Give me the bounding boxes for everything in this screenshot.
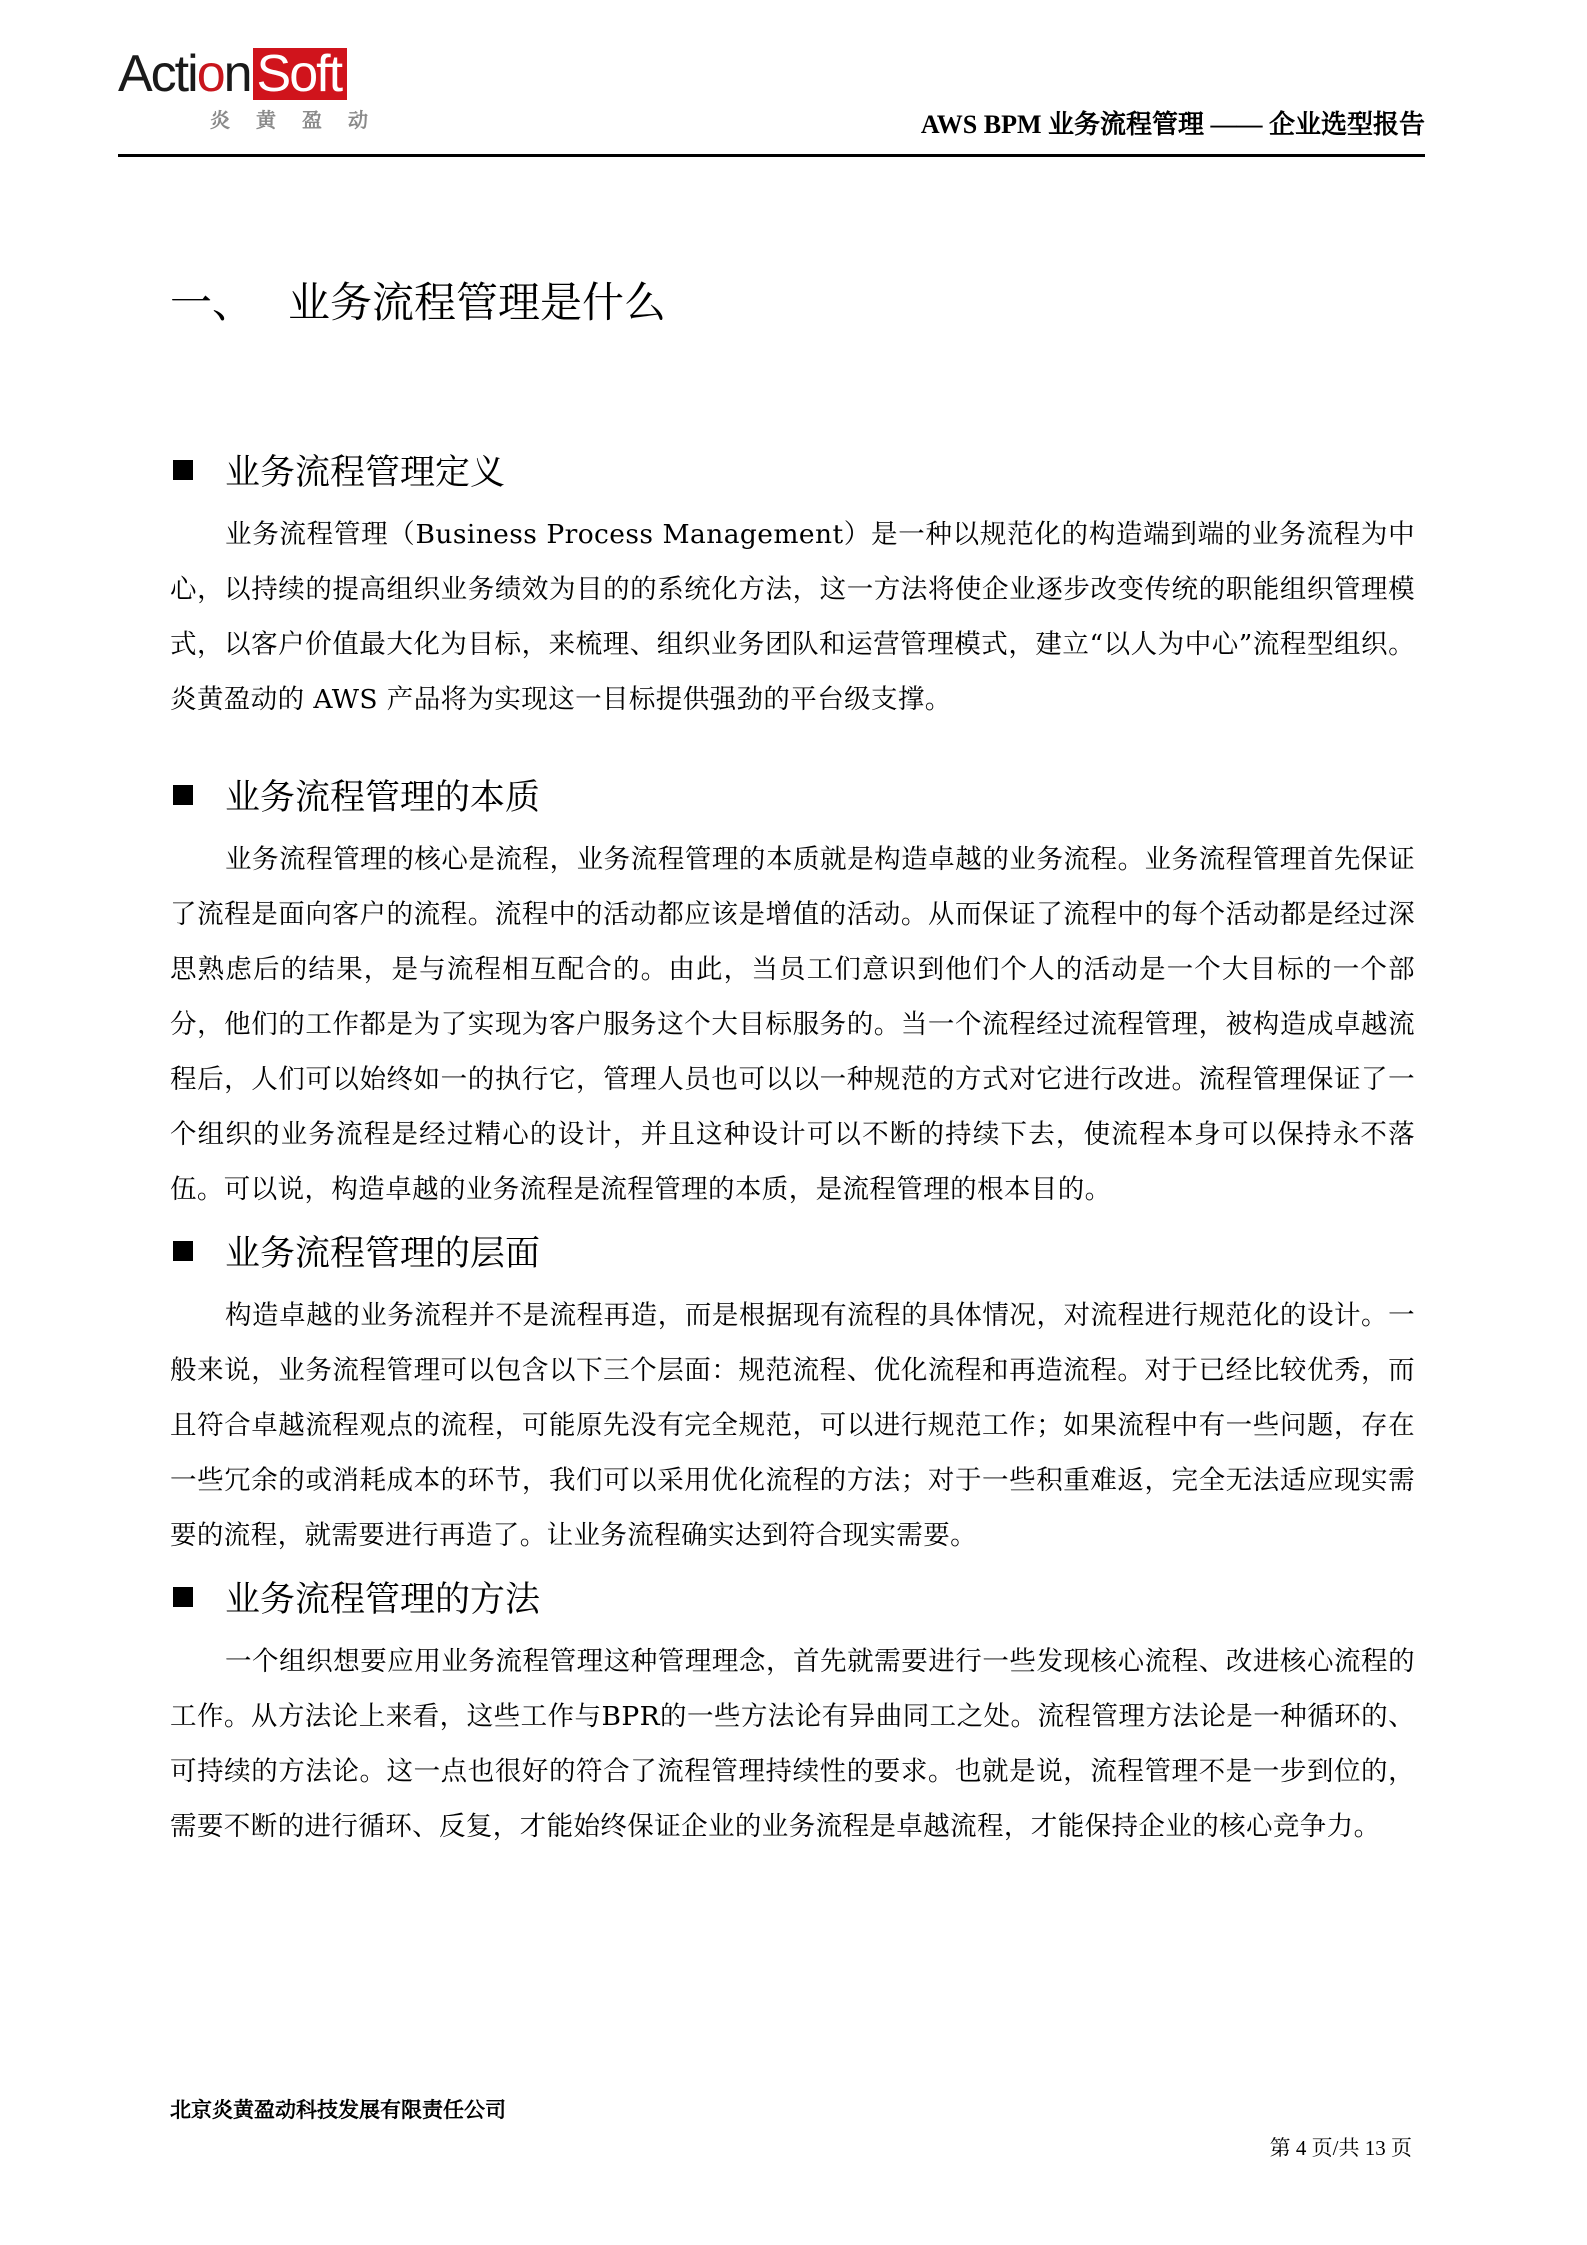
square-bullet-icon <box>173 460 193 480</box>
logo-text-soft: Soft <box>253 48 348 100</box>
section-definition <box>170 445 1415 727</box>
chapter-title-text: 业务流程管理是什么 <box>288 278 667 327</box>
chapter-number: 一、 <box>170 278 255 327</box>
section-heading-text: 业务流程管理定义 <box>225 453 506 493</box>
document-header-title: AWS BPM 业务流程管理 —— 企业选型报告 <box>920 110 1425 139</box>
section-heading <box>170 770 1415 820</box>
square-bullet-icon <box>173 785 193 805</box>
footer-page-number: 第 4 页/共 13 页 <box>1269 2136 1412 2160</box>
section-heading <box>170 1226 1415 1276</box>
logo-text-action: Action <box>118 45 251 103</box>
section-essence <box>170 770 1415 1217</box>
section-heading-text: 业务流程管理的方法 <box>225 1580 541 1620</box>
logo-ring-icon: o <box>196 45 224 103</box>
section-paragraph: 业务流程管理（Business Process Management）是一种以规范化的构造端到端的业务流程为中心，以持续的提高组织业务绩效为目的的系统化方法，这一方法将使企业逐步改变传统的职能组织管理模式，以客户价值最大化为目标，来梳理、组织业务团队和运营管理模式，建立“以人为中心”流程型组织。炎黄盈动的 AWS 产品将为实现这一目标提供强劲的平台级支撑。 <box>170 519 1415 715</box>
section-paragraph: 业务流程管理的核心是流程，业务流程管理的本质就是构造卓越的业务流程。业务流程管理首先保证了流程是面向客户的流程。流程中的活动都应该是增值的活动。从而保证了流程中的每个活动都是经过深思熟虑后的结果，是与流程相互配合的。由此，当员工们意识到他们个人的活动是一个大目标的一个部分，他们的工作都是为了实现为客户服务这个大目标服务的。当一个流程经过流程管理，被构造成卓越流程后，人们可以始终如一的执行它，管理人员也可以以一种规范的方式对它进行改进。流程管理保证了一个组织的业务流程是经过精心的设计，并且这种设计可以不断的持续下去，使流程本身可以保持永不落伍。可以说，构造卓越的业务流程是流程管理的本质，是流程管理的根本目的。 <box>170 844 1415 1205</box>
square-bullet-icon <box>173 1587 193 1607</box>
logo-chinese-name: 炎黄盈动 <box>210 108 394 132</box>
footer-company-name: 北京炎黄盈动科技发展有限责任公司 <box>170 2098 506 2122</box>
section-levels <box>170 1226 1415 1563</box>
section-heading-text: 业务流程管理的层面 <box>225 1234 541 1274</box>
header-divider <box>118 154 1425 157</box>
square-bullet-icon <box>173 1241 193 1261</box>
section-heading <box>170 445 1415 495</box>
company-logo <box>118 45 398 132</box>
section-heading-text: 业务流程管理的本质 <box>225 778 541 818</box>
section-heading <box>170 1572 1415 1622</box>
section-paragraph: 构造卓越的业务流程并不是流程再造，而是根据现有流程的具体情况，对流程进行规范化的设计。一般来说，业务流程管理可以包含以下三个层面：规范流程、优化流程和再造流程。对于已经比较优秀，而且符合卓越流程观点的流程，可能原先没有完全规范，可以进行规范工作；如果流程中有一些问题，存在一些冗余的或消耗成本的环节，我们可以采用优化流程的方法；对于一些积重难返，完全无法适应现实需要的流程，就需要进行再造了。让业务流程确实达到符合现实需要。 <box>170 1300 1415 1551</box>
chapter-title <box>170 270 666 330</box>
section-paragraph: 一个组织想要应用业务流程管理这种管理理念，首先就需要进行一些发现核心流程、改进核心流程的工作。从方法论上来看，这些工作与BPR的一些方法论有异曲同工之处。流程管理方法论是一种循环的、可持续的方法论。这一点也很好的符合了流程管理持续性的要求。也就是说，流程管理不是一步到位的，需要不断的进行循环、反复，才能始终保证企业的业务流程是卓越流程，才能保持企业的核心竞争力。 <box>170 1646 1415 1842</box>
section-methods <box>170 1572 1415 1854</box>
